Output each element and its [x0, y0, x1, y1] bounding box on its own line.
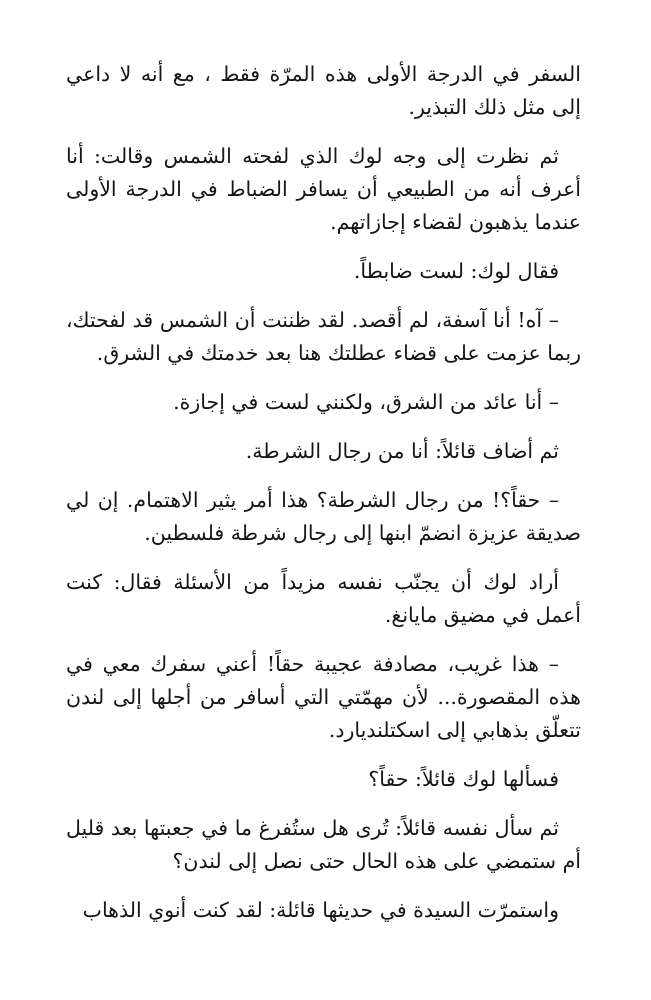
paragraph-11: ثم سأل نفسه قائلاً: تُرى هل ستُفرغ ما في جعبتها بعد قليل أم ستمضي على هذه الحال حتى نصل إلى لندن؟ [66, 816, 581, 873]
paragraph-5: – أنا عائد من الشرق، ولكنني لست في إجازة. [173, 390, 559, 414]
paragraph-8: أراد لوك أن يجنّب نفسه مزيداً من الأسئلة فقال: كنت أعمل في مضيق مايانغ. [66, 570, 581, 627]
paragraph-12: واستمرّت السيدة في حديثها قائلة: لقد كنت أنوي الذهاب [82, 898, 559, 922]
paragraph-6: ثم أضاف قائلاً: أنا من رجال الشرطة. [245, 439, 559, 463]
paragraph-7: – حقاً؟! من رجال الشرطة؟ هذا أمر يثير الاهتمام. إن لي صديقة عزيزة انضمّ ابنها إلى رجال شرطة فلسطين. [66, 488, 581, 545]
paragraph-3: فقال لوك: لست ضابطاً. [353, 259, 559, 283]
paragraph-1: السفر في الدرجة الأولى هذه المرّة فقط ، مع أنه لا داعي إلى مثل ذلك التبذير. [66, 62, 581, 119]
paragraph-9: – هذا غريب، مصادفة عجيبة حقاً! أعني سفرك معي في هذه المقصورة... لأن مهمّتي التي أسافر من أجلها إلى لندن تتعلّق بذهابي إلى اسكتلنديارد. [66, 652, 581, 742]
paragraph-10: فسألها لوك قائلاً: حقاً؟ [368, 767, 559, 791]
page-text [66, 58, 581, 927]
paragraph-2: ثم نظرت إلى وجه لوك الذي لفحته الشمس وقالت: أنا أعرف أنه من الطبيعي أن يسافر الضباط في الدرجة الأولى عندما يذهبون لقضاء إجازاتهم. [66, 144, 581, 234]
paragraph-4: – آه! أنا آسفة، لم أقصد. لقد ظننت أن الشمس قد لفحتك، ربما عزمت على قضاء عطلتك هنا بعد خدمتك في الشرق. [66, 308, 581, 365]
